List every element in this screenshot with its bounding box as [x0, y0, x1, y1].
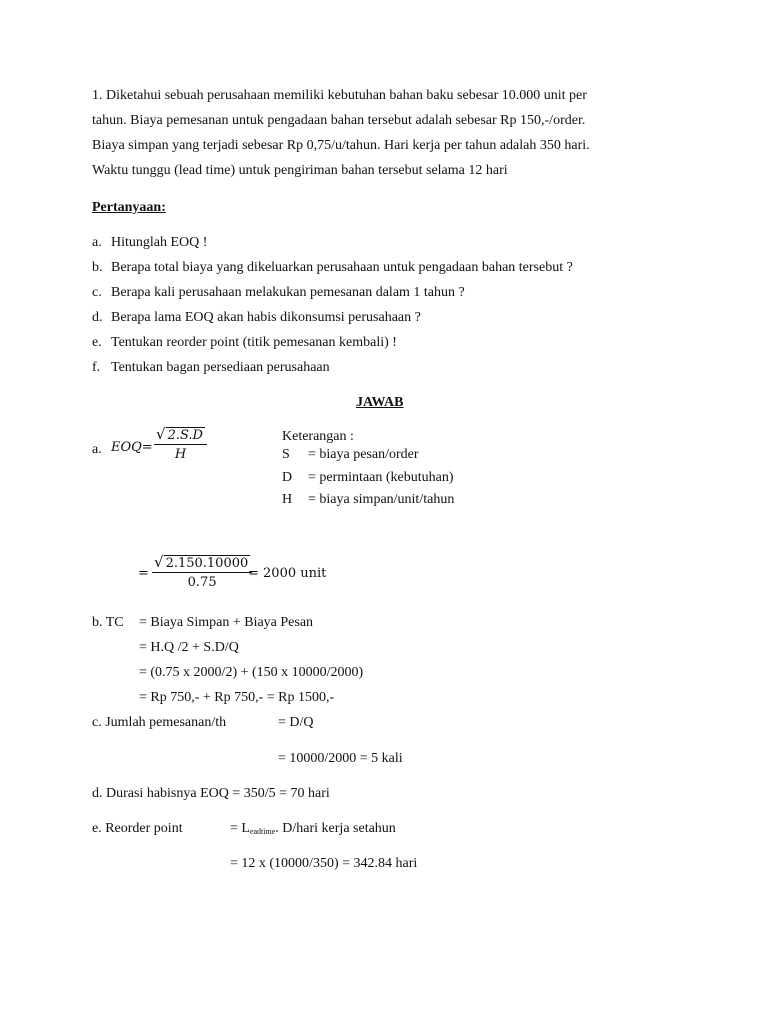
answer-b-line-2: = H.Q /2 + S.D/Q	[139, 640, 239, 655]
answer-b-label: b. TC	[92, 615, 124, 630]
question-a-text: Hitunglah EOQ !	[111, 235, 208, 250]
reorder-formula-prefix: = L	[230, 821, 250, 836]
eoq-denominator: H	[174, 447, 187, 463]
answer-d-text: d. Durasi habisnya EOQ = 350/5 = 70 hari	[92, 786, 330, 801]
eoq-calc-fraction	[152, 555, 252, 590]
legend-d-symbol: D	[282, 470, 293, 485]
eoq-calc-denominator: 0.75	[187, 575, 217, 591]
eoq-numerator: √ 2.S.D	[154, 427, 207, 445]
answer-e-label: e. Reorder point	[92, 821, 183, 836]
question-c-marker: c.	[92, 285, 102, 300]
problem-line-4: Waktu tunggu (lead time) untuk pengiriman bahan tersebut selama 12 hari	[92, 163, 508, 178]
eoq-fraction	[154, 427, 207, 462]
questions-heading: Pertanyaan:	[92, 200, 166, 215]
answer-b-line-3: = (0.75 x 2000/2) + (150 x 10000/2000)	[139, 665, 364, 680]
legend-h-desc: = biaya simpan/unit/tahun	[308, 492, 455, 507]
question-d-marker: d.	[92, 310, 103, 325]
answer-c-line-1: = D/Q	[278, 715, 314, 730]
reorder-formula-subscript: eadtime	[249, 827, 276, 836]
question-e-marker: e.	[92, 335, 102, 350]
answer-e-line-2: = 12 x (10000/350) = 342.84 hari	[230, 856, 418, 871]
question-c-text: Berapa kali perusahaan melakukan pemesanan dalam 1 tahun ?	[111, 285, 465, 300]
question-b-marker: b.	[92, 260, 103, 275]
eoq-calc-result: = 2000 unit	[248, 566, 327, 581]
question-f-marker: f.	[92, 360, 101, 375]
legend-s-desc: = biaya pesan/order	[308, 447, 419, 462]
eoq-calc-equals: =	[138, 566, 149, 581]
answer-heading: JAWAB	[356, 395, 404, 410]
question-d-text: Berapa lama EOQ akan habis dikonsumsi perusahaan ?	[111, 310, 421, 325]
problem-line-1: 1. Diketahui sebuah perusahaan memiliki kebutuhan bahan baku sebesar 10.000 unit per	[92, 88, 587, 103]
eoq-lhs: EOQ=	[111, 440, 153, 455]
question-f-text: Tentukan bagan persediaan perusahaan	[111, 360, 330, 375]
eoq-calc-numerator: √ 2.150.10000	[152, 555, 252, 573]
problem-line-3: Biaya simpan yang terjadi sebesar Rp 0,75/u/tahun. Hari kerja per tahun adalah 350 hari.	[92, 138, 590, 153]
question-b-text: Berapa total biaya yang dikeluarkan perusahaan untuk pengadaan bahan tersebut ?	[111, 260, 573, 275]
answer-c-line-2: = 10000/2000 = 5 kali	[278, 751, 403, 766]
answer-c-label: c. Jumlah pemesanan/th	[92, 715, 227, 730]
answer-e-line-1	[230, 822, 396, 836]
legend-s-symbol: S	[282, 447, 290, 462]
legend-d-desc: = permintaan (kebutuhan)	[308, 470, 454, 485]
legend-h-symbol: H	[282, 492, 293, 507]
reorder-formula-suffix: . D/hari kerja setahun	[275, 821, 396, 836]
question-e-text: Tentukan reorder point (titik pemesanan kembali) !	[111, 335, 397, 350]
question-a-marker: a.	[92, 235, 102, 250]
answer-a-marker: a.	[92, 442, 102, 457]
legend-title: Keterangan :	[282, 429, 354, 444]
answer-b-line-1: = Biaya Simpan + Biaya Pesan	[139, 615, 314, 630]
problem-line-2: tahun. Biaya pemesanan untuk pengadaan bahan tersebut adalah sebesar Rp 150,-/order.	[92, 113, 586, 128]
answer-b-line-4: = Rp 750,- + Rp 750,- = Rp 1500,-	[139, 690, 335, 705]
